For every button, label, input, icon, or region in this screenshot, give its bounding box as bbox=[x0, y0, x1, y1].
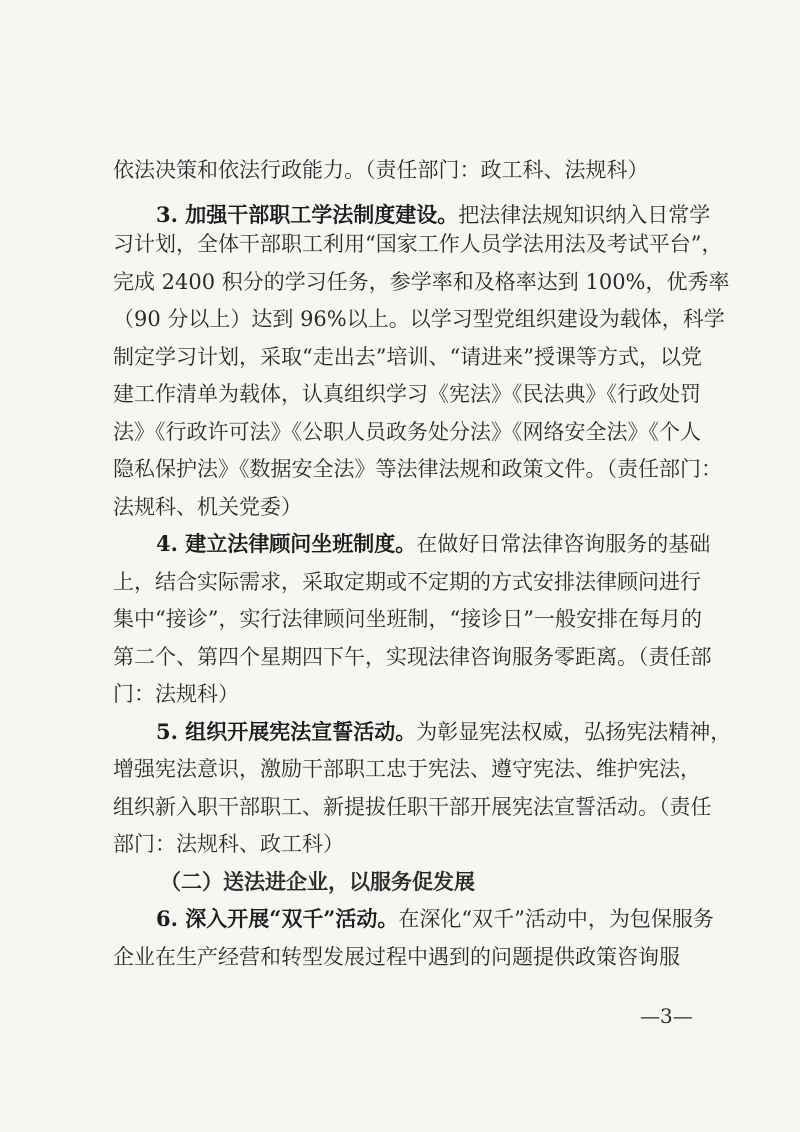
line-text: 在做好日常法律咨询服务的基础 bbox=[416, 532, 711, 556]
document-line bbox=[113, 791, 713, 823]
line-text: 建工作清单为载体，认真组织学习《宪法》《民法典》《行政处罚 bbox=[113, 382, 701, 406]
document-line bbox=[156, 528, 713, 560]
line-text: 依法决策和依法行政能力。（责任部门：政工科、法规科） bbox=[113, 158, 649, 182]
line-text: 增强宪法意识，激励干部职工忠于宪法、遵守宪法、维护宪法， bbox=[113, 757, 701, 781]
document-line bbox=[156, 716, 732, 748]
line-text: 习计划，全体干部职工利用“国家工作人员学法用法及考试平台”， bbox=[113, 232, 723, 256]
item-5-heading: 5. 组织开展宪法宣誓活动。 bbox=[156, 719, 417, 744]
document-line bbox=[113, 453, 722, 485]
section-heading-text: （二）送法进企业，以服务促发展 bbox=[160, 870, 475, 894]
line-text: 门：法规科） bbox=[113, 682, 239, 706]
document-line bbox=[113, 641, 713, 673]
line-text: （90 分以上）达到 96%以上。以学习型党组织建设为载体，科学 bbox=[113, 307, 725, 331]
line-text: 把法律法规知识纳入日常学 bbox=[458, 203, 711, 227]
document-line bbox=[113, 303, 725, 335]
document-line bbox=[113, 266, 730, 298]
document-line bbox=[113, 416, 713, 448]
line-text: 完成 2400 积分的学习任务，参学率和及格率达到 100%，优秀率 bbox=[113, 270, 730, 294]
page-number: —3— bbox=[640, 1004, 693, 1028]
document-line bbox=[113, 566, 713, 598]
item-6-heading: 6. 深入开展“双千”活动。 bbox=[156, 906, 399, 931]
document-line bbox=[113, 941, 713, 973]
section-heading bbox=[160, 866, 713, 898]
line-text: 部门：法规科、政工科） bbox=[113, 832, 344, 856]
document-line bbox=[113, 341, 713, 373]
item-4-heading: 4. 建立法律顾问坐班制度。 bbox=[156, 531, 417, 556]
line-text: 企业在生产经营和转型发展过程中遇到的问题提供政策咨询服 bbox=[113, 945, 680, 969]
document-line bbox=[113, 491, 713, 523]
document-line bbox=[156, 903, 713, 935]
item-3-heading: 3. 加强干部职工学法制度建设。 bbox=[156, 202, 459, 227]
line-text: 法》《行政许可法》《公职人员政务处分法》《网络安全法》《个人 bbox=[113, 420, 701, 444]
document-line bbox=[113, 753, 713, 785]
document-line bbox=[113, 828, 713, 860]
line-text: 为彰显宪法权威，弘扬宪法精神， bbox=[416, 720, 732, 744]
line-text: 集中“接诊”，实行法律顾问坐班制，“接诊日”一般安排在每月的 bbox=[113, 607, 702, 631]
document-line bbox=[113, 378, 713, 410]
document-line bbox=[156, 199, 713, 231]
line-text: 组织新入职干部职工、新提拔任职干部开展宪法宣誓活动。（责任 bbox=[113, 795, 712, 819]
line-text: 法规科、机关党委） bbox=[113, 495, 302, 519]
document-line bbox=[113, 603, 713, 635]
document-line bbox=[113, 678, 713, 710]
line-text: 制定学习计划，采取“走出去”培训、“请进来”授课等方式，以党 bbox=[113, 345, 702, 369]
document-line bbox=[113, 154, 713, 186]
document-line bbox=[113, 228, 723, 260]
line-text: 上，结合实际需求，采取定期或不定期的方式安排法律顾问进行 bbox=[113, 570, 701, 594]
line-text: 隐私保护法》《数据安全法》等法律法规和政策文件。（责任部门： bbox=[113, 457, 722, 481]
line-text: 在深化“双千”活动中，为包保服务 bbox=[398, 907, 714, 931]
line-text: 第二个、第四个星期四下午，实现法律咨询服务零距离。（责任部 bbox=[113, 645, 712, 669]
